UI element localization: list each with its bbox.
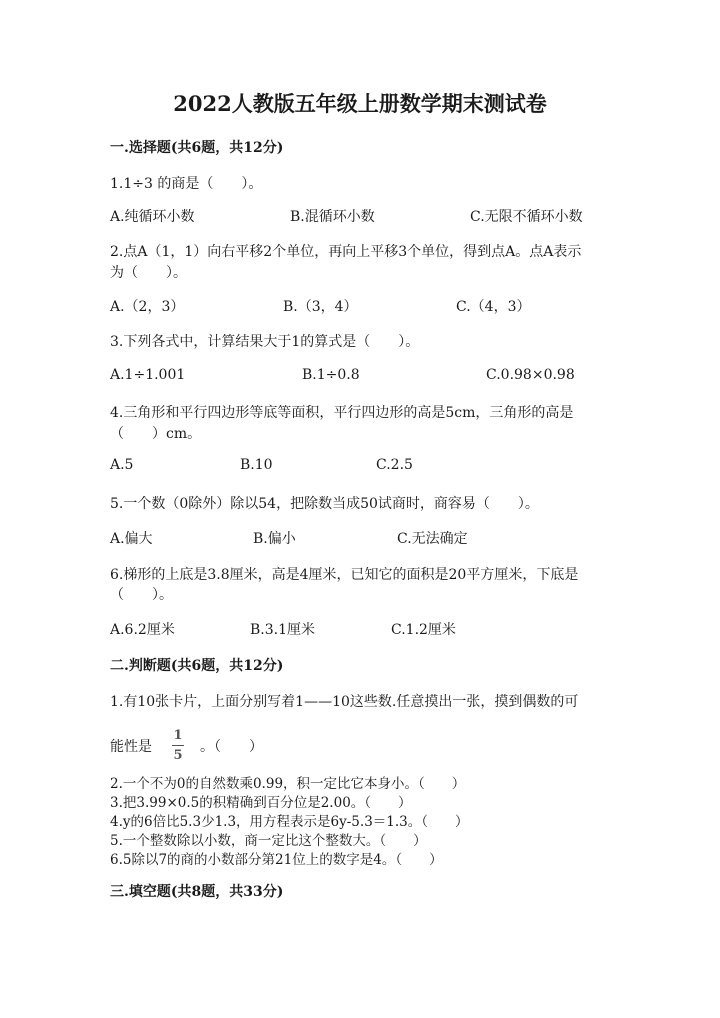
q2-1-fraction [170, 728, 186, 763]
q1-4-option-c: C.2.5 [376, 457, 413, 473]
q1-2-stem-line2: 为（ ）。 [110, 265, 187, 281]
q2-2: 2.一个不为0的自然数乘0.99，积一定比它本身小。（ ） [110, 776, 466, 792]
q1-6-option-b: B.3.1厘米 [250, 622, 316, 638]
section-2-heading: 二.判断题(共6题，共12分) [110, 658, 284, 674]
q1-3-stem: 3.下列各式中，计算结果大于1的算式是（ ）。 [110, 334, 420, 350]
q1-5-option-c: C.无法确定 [397, 531, 468, 547]
q1-3-option-c: C.0.98×0.98 [486, 367, 575, 383]
fraction-bar [172, 745, 184, 746]
q1-2-stem-line1: 2.点A（1，1）向右平移2个单位，再向上平移3个单位，得到点A。点A表示 [110, 244, 582, 260]
q1-3-option-a: A.1÷1.001 [110, 367, 186, 383]
q1-6-stem-line1: 6.梯形的上底是3.8厘米，高是4厘米，已知它的面积是20平方厘米，下底是 [110, 567, 579, 583]
section-3-heading: 三.填空题(共8题，共33分) [110, 884, 284, 900]
page-title: 2022人教版五年级上册数学期末测试卷 [173, 91, 547, 116]
q1-3-option-b: B.1÷0.8 [302, 367, 360, 383]
q2-1-suffix: 。（ ） [200, 739, 263, 755]
q1-4-stem-line2: （ ）cm。 [110, 426, 202, 442]
q1-6-option-c: C.1.2厘米 [391, 622, 456, 638]
q2-1-prefix: 能性是 [110, 739, 152, 755]
q1-4-stem-line1: 4.三角形和平行四边形等底等面积，平行四边形的高是5cm，三角形的高是 [110, 405, 574, 421]
q1-4-option-b: B.10 [240, 457, 273, 473]
q1-6-option-a: A.6.2厘米 [110, 622, 175, 638]
q1-6-stem-line2: （ ）。 [110, 587, 173, 603]
q1-2-option-a: A.（2，3） [110, 299, 185, 315]
q1-4-option-a: A.5 [110, 457, 134, 473]
q1-5-option-a: A.偏大 [110, 531, 153, 547]
q2-4: 4.y的6倍比5.3少1.3，用方程表示是6y-5.3＝1.3。（ ） [110, 814, 469, 830]
q1-1-option-b: B.混循环小数 [290, 209, 375, 225]
q2-6: 6.5除以7的商的小数部分第21位上的数字是4。（ ） [110, 852, 443, 868]
q2-1-line1: 1.有10张卡片，上面分别写着1——10这些数.任意摸出一张，摸到偶数的可 [110, 694, 579, 710]
q1-2-option-c: C.（4，3） [456, 299, 531, 315]
q2-5: 5.一个整数除以小数，商一定比这个整数大。（ ） [110, 833, 427, 849]
fraction-denominator: 5 [173, 748, 183, 763]
q1-1-option-c: C.无限不循环小数 [470, 209, 583, 225]
q1-1-stem: 1.1÷3 的商是（ ）。 [110, 176, 263, 192]
q1-5-stem: 5.一个数（0除外）除以54，把除数当成50试商时，商容易（ ）。 [110, 496, 539, 512]
fraction-numerator: 1 [173, 728, 183, 743]
section-1-heading: 一.选择题(共6题，共12分) [110, 140, 284, 156]
q1-2-option-b: B.（3，4） [283, 299, 358, 315]
q1-1-option-a: A.纯循环小数 [110, 209, 195, 225]
q1-5-option-b: B.偏小 [253, 531, 296, 547]
q2-3: 3.把3.99×0.5的积精确到百分位是2.00。（ ） [110, 795, 412, 811]
